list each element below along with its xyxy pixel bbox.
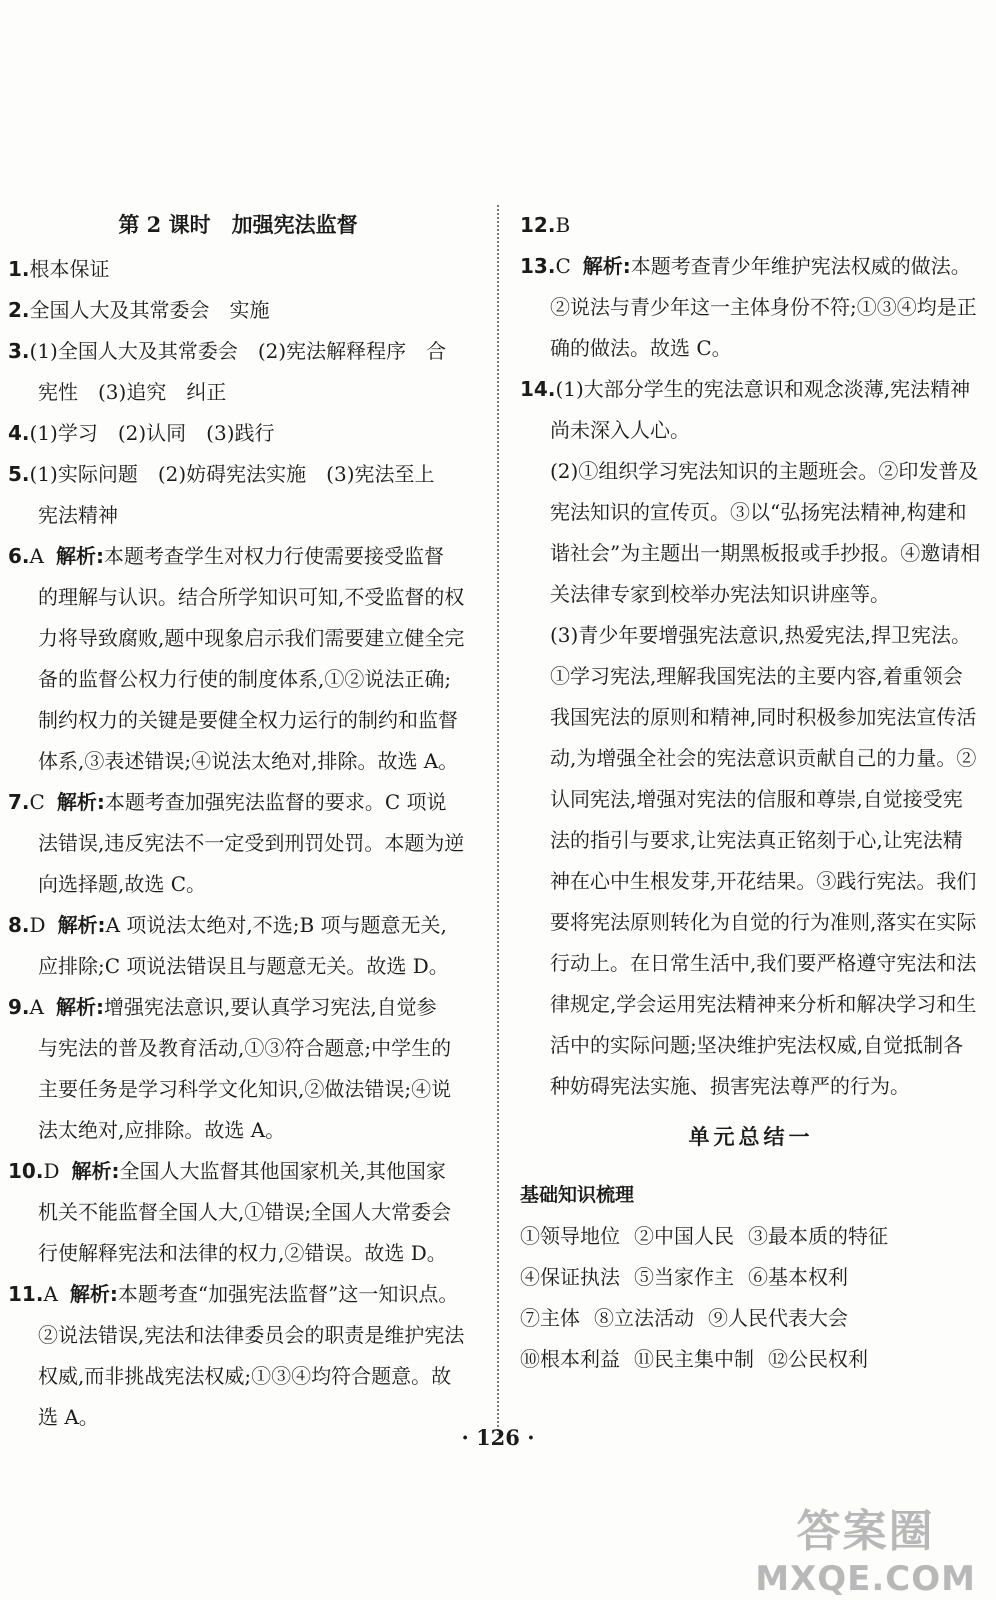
unit-summary-title: 单元总结一 bbox=[688, 1124, 814, 1149]
answer-14-part-2: (2)①组织学习宪法知识的主题班会。②印发普及宪法知识的宣传页。③以“弘扬宪法精神,构建和谐社会”为主题出一期黑板报或手抄报。④邀请相关法律专家到校举办宪法知识讲座等。 bbox=[550, 459, 981, 606]
basic-knowledge-heading: 基础知识梳理 bbox=[520, 1184, 635, 1206]
answer-item-6: 6.A 解析:本题考查学生对权力行使需要接受监督 的理解与认识。结合所学知识可知,不受监督的权力将导致腐败,题中现象启示我们需要建立健全完备的监督公权力行使的制度体系,①②说法正确;制约权力的关键是要健全权力运行的制约和监督体系,③表述错误;④说法太绝对,排除。故选 A。 bbox=[8, 544, 465, 773]
answer-item-12: 12.B bbox=[520, 213, 571, 237]
summary-row: ①领导地位 ②中国人民 ③最本质的特征 bbox=[520, 1224, 888, 1248]
answer-item-14: 14.(1)大部分学生的宪法意识和观念淡薄,宪法精神 尚未深入人心。 bbox=[520, 377, 971, 442]
answer-item-5: 5.(1)实际问题 (2)妨碍宪法实施 (3)宪法至上 宪法精神 bbox=[8, 462, 435, 527]
answer-item-10: 10.D 解析:全国人大监督其他国家机关,其他国家 机关不能监督全国人大,①错误;全国人大常委会行使解释宪法和法律的权力,②错误。故选 D。 bbox=[8, 1159, 452, 1265]
answer-item-7: 7.C 解析:本题考查加强宪法监督的要求。C 项说 法错误,违反宪法不一定受到刑罚处罚。本题为逆向选择题,故选 C。 bbox=[8, 790, 465, 896]
answer-item-3: 3.(1)全国人大及其常委会 (2)宪法解释程序 合 宪性 (3)追究 纠正 bbox=[8, 339, 447, 404]
answer-item-4: 4.(1)学习 (2)认同 (3)践行 bbox=[8, 421, 275, 445]
summary-row: ⑦主体 ⑧立法活动 ⑨人民代表大会 bbox=[520, 1306, 848, 1330]
summary-row: ⑩根本利益 ⑪民主集中制 ⑫公民权利 bbox=[520, 1347, 868, 1371]
lesson-title: 第 2 课时 加强宪法监督 bbox=[118, 212, 358, 237]
right-column bbox=[520, 205, 982, 1380]
answer-item-11: 11.A 解析:本题考查“加强宪法监督”这一知识点。 ②说法错误,宪法和法律委员会的职责是维护宪法权威,而非挑战宪法权威;①③④均符合题意。故选 A。 bbox=[8, 1282, 465, 1429]
answer-item-2: 2.全国人大及其常委会 实施 bbox=[8, 298, 270, 322]
summary-row: ④保证执法 ⑤当家作主 ⑥基本权利 bbox=[520, 1265, 848, 1289]
answer-item-13: 13.C 解析:本题考查青少年维护宪法权威的做法。 ②说法与青少年这一主体身份不符;①③④均是正确的做法。故选 C。 bbox=[520, 254, 977, 360]
answer-14-part-3: (3)青少年要增强宪法意识,热爱宪法,捍卫宪法。①学习宪法,理解我国宪法的主要内容,着重领会我国宪法的原则和精神,同时积极参加宪法宣传活动,为增强全社会的宪法意识贡献自己的力量。②认同宪法,增强对宪法的信服和尊崇,自觉接受宪法的指引与要求,让宪法真正铭刻于心,让宪法精神在心中生根发芽,开花结果。③践行宪法。我们要将宪法原则转化为自觉的行为准则,落实在实际行动上。在日常生活中,我们要严格遵守宪法和法律规定,学会运用宪法精神来分析和解决学习和生活中的实际问题;坚决维护宪法权威,自觉抵制各种妨碍宪法实施、损害宪法尊严的行为。 bbox=[550, 623, 977, 1098]
watermark-logo: 答案圈 MXQE.COM bbox=[755, 1506, 976, 1599]
answer-item-8: 8.D 解析:A 项说法太绝对,不选;B 项与题意无关, 应排除;C 项说法错误且与题意无关。故选 D。 bbox=[8, 913, 449, 978]
answer-item-1: 1.根本保证 bbox=[8, 257, 110, 281]
column-divider bbox=[497, 205, 499, 1435]
page-number: · 126 · bbox=[461, 1425, 535, 1450]
answer-item-9: 9.A 解析:增强宪法意识,要认真学习宪法,自觉参 与宪法的普及教育活动,①③符合题意;中学生的主要任务是学习科学文化知识,②做法错误;④说法太绝对,应排除。故选 A。 bbox=[8, 995, 452, 1142]
left-column bbox=[8, 205, 468, 1438]
